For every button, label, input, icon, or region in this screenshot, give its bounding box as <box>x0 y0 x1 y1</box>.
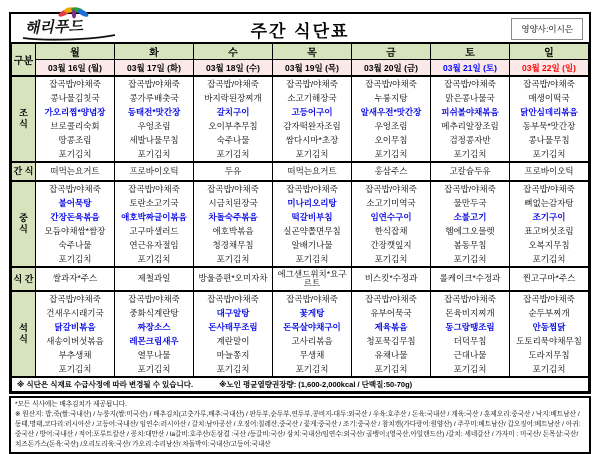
snack-mid-tue: 제철과일 <box>115 267 194 291</box>
menu-item: 바지락된장찌개 <box>204 93 262 103</box>
menu-item: 검정콩자반 <box>449 135 491 145</box>
menu-item: 실곤약쫄면무침 <box>283 226 341 236</box>
date-sat: 03월 21일 (토) <box>431 60 510 77</box>
menu-item: 잡곡밥/야채죽 <box>49 294 101 304</box>
snack-mid-mon: 쌀과자*주스 <box>36 267 115 291</box>
notice-row <box>12 377 589 392</box>
menu-item: 간장깻잎지 <box>370 240 412 250</box>
snack-mid-thu: 에그샌드위치*요구르트 <box>273 267 352 291</box>
menu-item: 포기김치 <box>374 364 408 374</box>
menu-item: 유채나물 <box>374 350 408 360</box>
snack-mid-fri: 비스킷*수정과 <box>352 267 431 291</box>
menu-item: 잡곡밥/야채죽 <box>286 184 338 194</box>
day-header-fri: 금 <box>352 44 431 60</box>
nutritionist-badge: 영양사:이시은 <box>511 18 583 40</box>
menu-item: 햄에그오믈렛 <box>445 226 495 236</box>
lunch-fri <box>352 181 431 267</box>
snack-am-tue: 프로바이오틱 <box>115 162 194 181</box>
menu-item: 숙주나물 <box>216 135 250 145</box>
section-row-breakfast <box>12 76 589 162</box>
menu-item: 간장돈육볶음 <box>50 212 100 222</box>
menu-item: 소고기미역국 <box>366 198 416 208</box>
breakfast-fri <box>352 76 431 162</box>
menu-item: 포기김치 <box>216 364 250 374</box>
menu-item: 콩가루배춧국 <box>129 93 179 103</box>
menu-item: 청포묵김무침 <box>366 336 416 346</box>
menu-item: 열무나물 <box>137 350 171 360</box>
menu-item: 포기김치 <box>216 149 250 159</box>
menu-item: 근대나물 <box>453 350 487 360</box>
menu-item: 표고버섯조림 <box>524 226 574 236</box>
menu-item: 닭갈비볶음 <box>54 322 96 332</box>
svg-text:해리푸드: 해리푸드 <box>24 18 84 37</box>
menu-item: 모듬야채쌈*쌈장 <box>44 226 106 236</box>
snack-mid-sat: 롤케이크*수정과 <box>431 267 510 291</box>
menu-item: 잡곡밥/야채죽 <box>207 184 259 194</box>
menu-item: 잡곡밥/야채죽 <box>207 294 259 304</box>
menu-item: 포기김치 <box>374 149 408 159</box>
menu-item: 안동찜닭 <box>532 322 566 332</box>
menu-item: 오복지무침 <box>528 240 570 250</box>
snack-am-sun: 프로바이오틱 <box>510 162 589 181</box>
menu-item: 포기김치 <box>58 364 92 374</box>
menu-item: 잡곡밥/야채죽 <box>444 294 496 304</box>
menu-item: 메추리알장조림 <box>441 121 499 131</box>
menu-item: 잡곡밥/야채죽 <box>128 184 180 194</box>
menu-item: 세발나물무침 <box>129 135 179 145</box>
section-row-lunch <box>12 181 589 267</box>
menu-item: 알배기나물 <box>291 240 333 250</box>
menu-item: 오이부추무침 <box>208 121 258 131</box>
menu-item: 포기김치 <box>58 149 92 159</box>
menu-item: 동부묵*맛간장 <box>522 121 576 131</box>
menu-item: 잡곡밥/야채죽 <box>365 184 417 194</box>
menu-item: 포기김치 <box>295 364 329 374</box>
section-row-snack-mid <box>12 267 589 291</box>
menu-item: 무생채 <box>299 350 325 360</box>
menu-item: 건새우시래기국 <box>46 308 104 318</box>
menu-item: 봄동무침 <box>453 240 487 250</box>
menu-item: 누룽지탕 <box>374 93 408 103</box>
menu-item: 알새우전*맛간장 <box>360 107 422 117</box>
menu-item: 포기김치 <box>137 254 171 264</box>
section-row-snack-am <box>12 162 589 181</box>
menu-item: 미나리오리탕 <box>287 198 337 208</box>
date-mon: 03월 16일 (월) <box>36 60 115 77</box>
menu-table <box>11 43 589 392</box>
menu-item: 잡곡밥/야채죽 <box>444 184 496 194</box>
menu-item: 돈목살야채구이 <box>283 322 341 332</box>
breakfast-tue <box>115 76 194 162</box>
menu-item: 우엉조림 <box>137 121 171 131</box>
kimchi-note: *모든 식사에는 배추김치가 제공됩니다. <box>15 401 127 408</box>
menu-item: 부추생채 <box>58 350 92 360</box>
menu-item: 잡곡밥/야채죽 <box>365 294 417 304</box>
menu-item: 한식잡채 <box>374 226 408 236</box>
day-header-tue: 화 <box>115 44 194 60</box>
change-notice: ※ 식단은 식재료 수급사정에 따라 변경될 수 있습니다. <box>17 380 194 389</box>
menu-item: 조기구이 <box>532 212 566 222</box>
date-tue: 03월 17일 (화) <box>115 60 194 77</box>
menu-item: 포기김치 <box>295 254 329 264</box>
dinner-sat <box>431 291 510 377</box>
menu-item: 콩나물무침 <box>528 135 570 145</box>
row-label-snack-am: 간 식 <box>12 162 36 181</box>
menu-item: 잡곡밥/야채죽 <box>128 294 180 304</box>
menu-item: 뼈없는감자탕 <box>524 198 574 208</box>
snack-am-thu: 떠먹는요거트 <box>273 162 352 181</box>
menu-item: 잡곡밥/야채죽 <box>207 79 259 89</box>
menu-item: 포기김치 <box>532 364 566 374</box>
menu-item: 고등어구이 <box>291 107 333 117</box>
menu-item: 잡곡밥/야채죽 <box>49 184 101 194</box>
day-header-wed: 수 <box>194 44 273 60</box>
snack-am-mon: 떠먹는요거트 <box>36 162 115 181</box>
origin-info-text: ※ 원산지: 밥,죽(쌀:국내산) / 누룽지(쌀:미국산) / 배추김치(고춧가루,배추:국내산) / 판두부,순두부,연두부,콩비지-대두:외국산 / 우육:호주산 / 돈육:국내산 / 계육:국산 / 훈제오리:중국산 / 낙지:베트남산 / 동태,명태,코다리:러시아산 / 고등어:국내산/ 임연수:러시아산 / 갈치:남아공산 / 오징어:칠레산,중국산 / 꽃게:중국산 / 조기:중국산 / 참치캔(가다랑어:원양산) / 주꾸미:베트남산/ 갑오징어:베트남산 / 아귀:중국산 / 방어:국내산 / 적어:포루트칼산 / 꽁치:대만산 / la갈비:호주산/돈삼겹 :국산 /등갈비:국산/ 삼치:국내산/임연수:외국산/ 골뱅이:(영국산,아일랜드산) /갈치: 세네갈산 / 가자미 : 미국산/ 돈목살:국산/ 치즈돈가스(돈육:국산) /오리도리육:국산/ 가오리:수리남산/ 차돌박이:국내산/고등어:국내산 <box>15 410 581 448</box>
snack-am-sat: 고칼슘두유 <box>431 162 510 181</box>
menu-item: 맑은콩나물국 <box>445 93 495 103</box>
menu-item: 감자떡완자조림 <box>283 121 341 131</box>
menu-item: 잡곡밥/야채죽 <box>365 79 417 89</box>
menu-item: 땅콩조림 <box>58 135 92 145</box>
menu-item: 포기김치 <box>216 254 250 264</box>
menu-item: 청경채무침 <box>212 240 254 250</box>
menu-item: 돈육비지찌개 <box>445 308 495 318</box>
dinner-tue <box>115 291 194 377</box>
menu-item: 피쉬볼야채볶음 <box>441 107 499 117</box>
sheet-header <box>11 14 589 43</box>
page-title: 주간 식단표 <box>250 22 350 41</box>
menu-table-frame <box>9 12 591 394</box>
weekly-menu-sheet <box>9 12 591 454</box>
menu-item: 짜장소스 <box>137 322 171 332</box>
menu-item: 대구알탕 <box>216 308 250 318</box>
menu-item: 도토리묵야채무침 <box>516 336 582 346</box>
menu-item: 잡곡밥/야채죽 <box>286 79 338 89</box>
row-label-breakfast: 조 식 <box>12 76 36 162</box>
lunch-tue <box>115 181 194 267</box>
menu-item: 잡곡밥/야채죽 <box>286 294 338 304</box>
date-sun: 03월 22일 (일) <box>510 60 589 77</box>
menu-item: 잡곡밥/야채죽 <box>49 79 101 89</box>
menu-item: 더덕무침 <box>453 336 487 346</box>
menu-item: 임연수구이 <box>370 212 412 222</box>
menu-item: 고구마샐러드 <box>129 226 179 236</box>
menu-item: 고사리볶음 <box>291 336 333 346</box>
row-label-dinner: 석 식 <box>12 291 36 377</box>
dinner-sun <box>510 291 589 377</box>
menu-item: 포기김치 <box>453 149 487 159</box>
breakfast-sun <box>510 76 589 162</box>
menu-item: 레몬크림새우 <box>129 336 179 346</box>
row-label-snack-mid: 식 간 <box>12 267 36 291</box>
menu-item: 포기김치 <box>453 254 487 264</box>
snack-am-wed: 두유 <box>194 162 273 181</box>
snack-am-fri: 홍삼주스 <box>352 162 431 181</box>
menu-item: 새송이버섯볶음 <box>46 336 104 346</box>
menu-item: 쌈다시마*초장 <box>285 135 339 145</box>
day-header-thu: 목 <box>273 44 352 60</box>
menu-item: 우엉조림 <box>374 121 408 131</box>
menu-item: 브로콜리숙회 <box>50 121 100 131</box>
menu-item: 차돌숙주볶음 <box>208 212 258 222</box>
date-fri: 03월 20일 (금) <box>352 60 431 77</box>
dinner-thu <box>273 291 352 377</box>
menu-item: 순두부찌개 <box>528 308 570 318</box>
menu-item: 소고기해장국 <box>287 93 337 103</box>
menu-item: 애호박볶음 <box>212 226 254 236</box>
day-header-sun: 일 <box>510 44 589 60</box>
snack-mid-wed: 방울증편*오미자차 <box>194 267 273 291</box>
menu-item: 잡곡밥/야채죽 <box>523 184 575 194</box>
menu-item: 잡곡밥/야채죽 <box>523 79 575 89</box>
menu-item: 돈사태무조림 <box>208 322 258 332</box>
row-label-lunch: 중 식 <box>12 181 36 267</box>
breakfast-mon <box>36 76 115 162</box>
menu-item: 시금치된장국 <box>208 198 258 208</box>
menu-item: 토란소고기국 <box>129 198 179 208</box>
menu-item: 애호박짜글이볶음 <box>121 212 187 222</box>
menu-item: 포기김치 <box>137 364 171 374</box>
menu-item: 연근유자절임 <box>129 240 179 250</box>
snack-mid-sun: 찐고구마*주스 <box>510 267 589 291</box>
day-header-sat: 토 <box>431 44 510 60</box>
menu-item: 포기김치 <box>453 364 487 374</box>
dinner-fri <box>352 291 431 377</box>
menu-item: 꽃게탕 <box>299 308 325 318</box>
dinner-wed <box>194 291 273 377</box>
menu-item: 숙주나물 <box>58 240 92 250</box>
menu-item: 닭안심데리볶음 <box>520 107 578 117</box>
lunch-sat <box>431 181 510 267</box>
menu-item: 포기김치 <box>374 254 408 264</box>
section-row-dinner <box>12 291 589 377</box>
day-header-mon: 월 <box>36 44 115 60</box>
menu-item: 포기김치 <box>532 149 566 159</box>
breakfast-sat <box>431 76 510 162</box>
menu-item: 매생이떡국 <box>528 93 570 103</box>
date-wed: 03월 18일 (수) <box>194 60 273 77</box>
menu-item: 잡곡밥/야채죽 <box>128 79 180 89</box>
dinner-mon <box>36 291 115 377</box>
lunch-thu <box>273 181 352 267</box>
lunch-mon <box>36 181 115 267</box>
menu-item: 소불고기 <box>453 212 487 222</box>
calorie-notice: ※노인 평균열량권장량: (1,600-2,000kcal / 단백질:50-70g) <box>219 380 413 389</box>
menu-item: 도라지무침 <box>528 350 570 360</box>
menu-item: 마늘쫑지 <box>216 350 250 360</box>
menu-item: 가오리찜*양념장 <box>44 107 106 117</box>
menu-item: 포기김치 <box>137 149 171 159</box>
origin-info-box <box>9 396 591 454</box>
lunch-sun <box>510 181 589 267</box>
menu-item: 물만두국 <box>453 198 487 208</box>
lunch-wed <box>194 181 273 267</box>
menu-item: 잡곡밥/야채죽 <box>444 79 496 89</box>
menu-item: 포기김치 <box>532 254 566 264</box>
menu-item: 제육볶음 <box>374 322 408 332</box>
menu-item: 떡갈비부침 <box>291 212 333 222</box>
breakfast-thu <box>273 76 352 162</box>
menu-item: 불어묵탕 <box>58 198 92 208</box>
menu-item: 유부어묵국 <box>370 308 412 318</box>
menu-item: 잡곡밥/야채죽 <box>523 294 575 304</box>
corner-label: 구분 <box>12 44 36 77</box>
menu-item: 계란말이 <box>216 336 250 346</box>
menu-item: 중화식계란탕 <box>129 308 179 318</box>
menu-item: 동태전*맛간장 <box>127 107 181 117</box>
date-thu: 03월 19일 (목) <box>273 60 352 77</box>
menu-item: 포기김치 <box>58 254 92 264</box>
menu-item: 동그랑땡조림 <box>445 322 495 332</box>
menu-item: 오이무침 <box>374 135 408 145</box>
menu-item: 포기김치 <box>295 149 329 159</box>
menu-item: 갈치구이 <box>216 107 250 117</box>
menu-item: 콩나물김칫국 <box>50 93 100 103</box>
breakfast-wed <box>194 76 273 162</box>
